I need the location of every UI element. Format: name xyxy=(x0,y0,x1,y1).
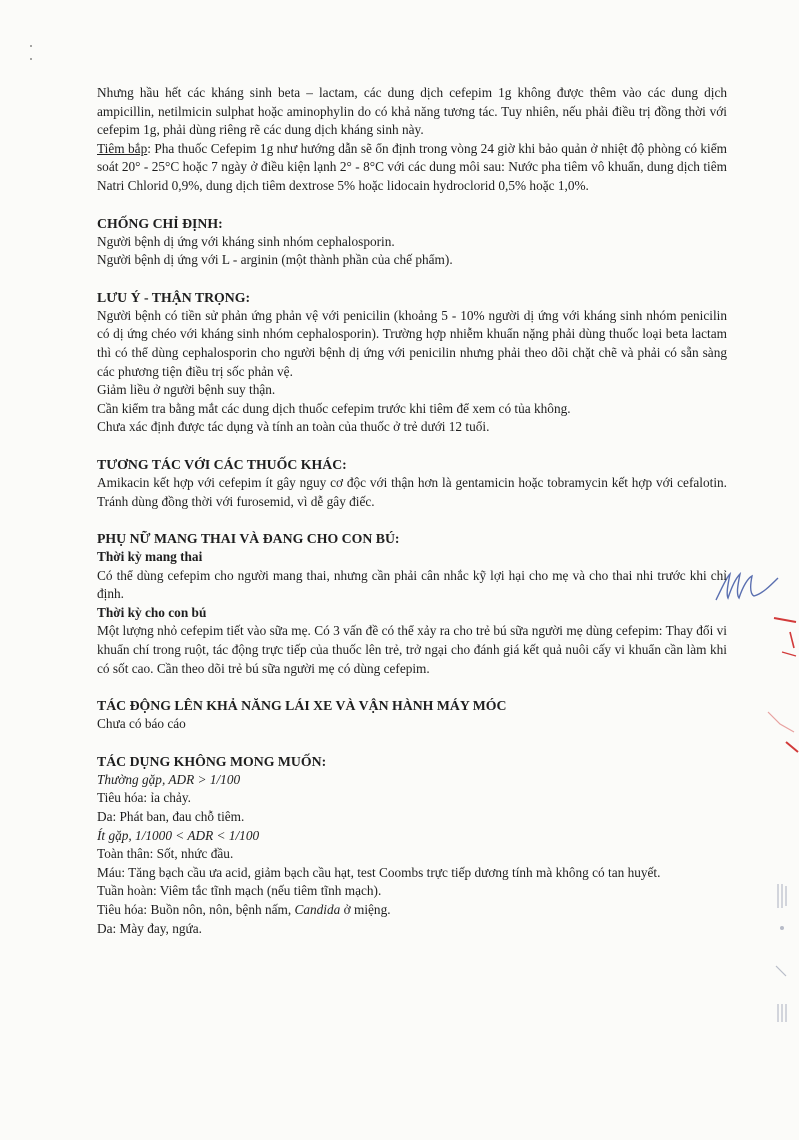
caution-line-3: Cần kiểm tra bằng mắt các dung dịch thuốc cefepim trước khi tiêm để xem có tủa không. xyxy=(97,400,571,416)
heading-driving: TÁC ĐỘNG LÊN KHẢ NĂNG LÁI XE VÀ VẬN HÀNH MÁY MÓC xyxy=(97,698,507,714)
adverse-rare-4 xyxy=(97,901,727,920)
scan-dot xyxy=(30,45,32,47)
subheading-pregnancy: Thời kỳ mang thai xyxy=(97,549,203,565)
text-intramuscular: : Pha thuốc Cefepim 1g như hướng dẫn sẽ ổn định trong vòng 24 giờ khi bảo quản ở nhiệt độ phòng có kiểm soát 20° - 25°C hoặc 7 ngày ở điều kiện lạnh 2° - 8°C với các dung môi sau: Nước pha tiêm vô khuẩn, dung dịch tiêm Natri Chlorid 0,9%, dung dịch tiêm dextrose 5% hoặc lidocain hydroclorid 0,5% hoặc 1,0%. xyxy=(97,140,727,193)
document-body xyxy=(97,84,727,938)
adverse-rare-4-pre: Tiêu hóa: Buồn nôn, nôn, bệnh nấm, xyxy=(97,902,295,917)
subheading-lactation: Thời kỳ cho con bú xyxy=(97,604,207,620)
lactation-text: Một lượng nhỏ cefepim tiết vào sữa mẹ. Có 3 vấn đề có thể xảy ra cho trẻ bú sữa người mẹ dùng cefepim: Thay đổi vi khuẩn chí trong ruột, tác động trực tiếp của thuốc lên trẻ, trở ngại cho đánh giá kết quả nuôi cấy vi khuẩn cần làm khi có sốt cao. Cần theo dõi trẻ bú sữa người mẹ có dùng cefepim. xyxy=(97,623,727,676)
paragraph-compatibility: Nhưng hầu hết các kháng sinh beta – lactam, các dung dịch cefepim 1g không được thêm vào các dung dịch ampicillin, netilmicin sulphat hoặc aminophylin do có khả năng tương tác. Tuy nhiên, nếu phải điều trị đồng thời với cefepim 1g, phải dùng riêng rẽ các dung dịch kháng sinh này. xyxy=(97,85,727,138)
heading-pregnancy: PHỤ NỮ MANG THAI VÀ ĐANG CHO CON BÚ: xyxy=(97,531,400,547)
caution-line-4: Chưa xác định được tác dụng và tính an toàn của thuốc ở trẻ dưới 12 tuổi. xyxy=(97,419,490,435)
stamp-fragment xyxy=(760,612,799,762)
adverse-common-1: Tiêu hóa: ỉa chảy. xyxy=(97,790,191,806)
adverse-rare-3: Tuần hoàn: Viêm tắc tĩnh mạch (nếu tiêm tĩnh mạch). xyxy=(97,883,382,899)
adverse-rare-4-italic: Candida xyxy=(294,902,341,917)
heading-contraindications: CHỐNG CHỈ ĐỊNH: xyxy=(97,215,223,231)
adverse-common-2: Da: Phát ban, đau chỗ tiêm. xyxy=(97,809,245,825)
caution-line-1: Người bệnh có tiền sử phản ứng phản vệ với penicilin (khoảng 5 - 10% người dị ứng với kháng sinh nhóm penicilin có dị ứng chéo với kháng sinh nhóm cephalosporin). Trường hợp nhiễm khuẩn nặng phải dùng thuốc loại beta lactam thì có thể dùng cephalosporin cho người bệnh dị ứng với penicilin nhưng phải theo dõi chặt chẽ và phải có sẵn sàng các phương tiện điều trị sốc phản vệ. xyxy=(97,307,727,379)
caution-line-2: Giảm liều ở người bệnh suy thận. xyxy=(97,382,276,398)
adverse-common-label: Thường gặp, ADR > 1/100 xyxy=(97,771,241,787)
adverse-rare-2: Máu: Tăng bạch cầu ưa acid, giảm bạch cầu hạt, test Coombs trực tiếp dương tính mà không có tan huyết. xyxy=(97,864,661,880)
paragraph-intramuscular xyxy=(97,140,727,196)
adverse-rare-label: Ít gặp, 1/1000 < ADR < 1/100 xyxy=(97,827,260,843)
interaction-line-1: Amikacin kết hợp với cefepim ít gây nguy cơ độc với thận hơn là gentamicin hoặc tobramycin kết hợp với cefalotin. Tránh dùng đồng thời với furosemid, vì dễ gây điếc. xyxy=(97,474,727,509)
pregnancy-text: Có thể dùng cefepim cho người mang thai, nhưng cần phải cân nhắc kỹ lợi hại cho mẹ và cho thai nhi trước khi chỉ định. xyxy=(97,567,727,602)
adverse-rare-5: Da: Mày đay, ngứa. xyxy=(97,920,202,936)
driving-text: Chưa có báo cáo xyxy=(97,716,186,732)
contra-line-2: Người bệnh dị ứng với L - arginin (một thành phần của chế phẩm). xyxy=(97,252,453,268)
scan-dot xyxy=(30,58,32,60)
adverse-rare-1: Toàn thân: Sốt, nhức đầu. xyxy=(97,846,234,862)
heading-interactions: TƯƠNG TÁC VỚI CÁC THUỐC KHÁC: xyxy=(97,456,347,472)
label-intramuscular: Tiêm bắp xyxy=(97,140,148,156)
heading-adverse-effects: TÁC DỤNG KHÔNG MONG MUỐN: xyxy=(97,753,327,769)
margin-marks xyxy=(770,880,798,1030)
heading-cautions: LƯU Ý - THẬN TRỌNG: xyxy=(97,289,251,305)
contra-line-1: Người bệnh dị ứng với kháng sinh nhóm cephalosporin. xyxy=(97,233,395,249)
adverse-rare-4-post: ở miệng. xyxy=(340,902,391,917)
